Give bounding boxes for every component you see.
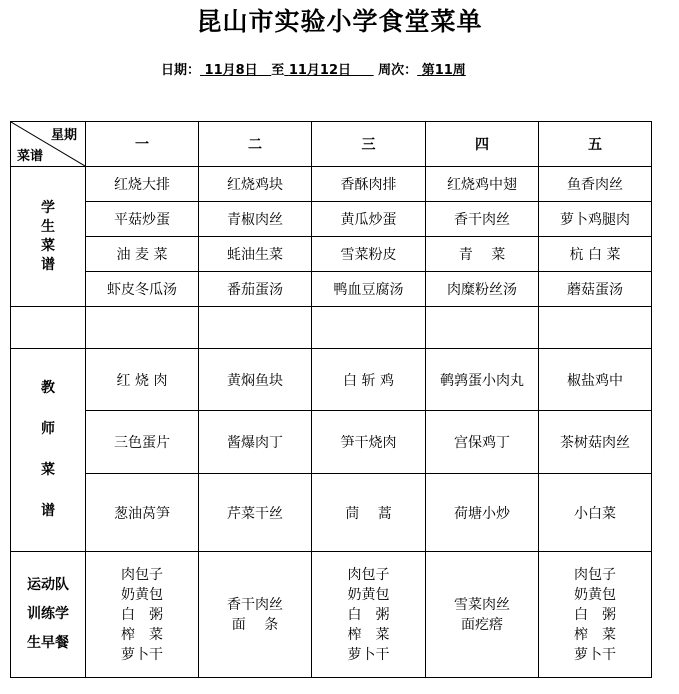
week-value: 第11周 — [421, 63, 466, 78]
breakfast-label: 运动队 训练学 生早餐 — [11, 552, 86, 678]
week-label: 周次： — [378, 63, 418, 78]
menu-cell: 黄瓜炒蛋 — [312, 202, 426, 237]
teacher-row — [11, 349, 652, 411]
date-line — [161, 59, 466, 78]
breakfast-cell: 肉包子 奶黄包 白 粥 榨 菜 萝卜干 — [312, 552, 426, 678]
menu-cell: 肉糜粉丝汤 — [426, 272, 539, 307]
corner-top-label: 星期 — [50, 128, 77, 143]
blank-cell — [86, 307, 199, 349]
day-header: 一 — [86, 122, 199, 167]
blank-cell — [199, 307, 312, 349]
date-start: 11月8日 — [204, 63, 258, 78]
date-to: 至 — [271, 63, 285, 78]
menu-cell: 茼 蒿 — [312, 474, 426, 552]
menu-cell: 荷塘小炒 — [426, 474, 539, 552]
corner-cell — [11, 122, 86, 167]
student-row — [11, 167, 652, 202]
menu-cell: 椒盐鸡中 — [539, 349, 652, 411]
menu-cell: 虾皮冬瓜汤 — [86, 272, 199, 307]
menu-cell: 酱爆肉丁 — [199, 411, 312, 474]
menu-cell: 鹌鹑蛋小肉丸 — [426, 349, 539, 411]
menu-table — [10, 121, 652, 678]
breakfast-cell: 肉包子 奶黄包 白 粥 榨 菜 萝卜干 — [539, 552, 652, 678]
breakfast-cell: 雪菜肉丝 面疙瘩 — [426, 552, 539, 678]
menu-cell: 香酥肉排 — [312, 167, 426, 202]
menu-cell: 红烧大排 — [86, 167, 199, 202]
date-label: 日期： — [161, 63, 201, 78]
menu-cell: 香干肉丝 — [426, 202, 539, 237]
menu-cell: 萝卜鸡腿肉 — [539, 202, 652, 237]
menu-cell: 鸭血豆腐汤 — [312, 272, 426, 307]
student-menu-label: 学 生 菜 谱 — [11, 167, 86, 307]
menu-cell: 青椒肉丝 — [199, 202, 312, 237]
blank-cell — [426, 307, 539, 349]
menu-cell: 小白菜 — [539, 474, 652, 552]
blank-cell — [539, 307, 652, 349]
menu-cell: 笋干烧肉 — [312, 411, 426, 474]
day-header: 二 — [199, 122, 312, 167]
menu-cell: 茶树菇肉丝 — [539, 411, 652, 474]
menu-cell: 黄焖鱼块 — [199, 349, 312, 411]
breakfast-row — [11, 552, 652, 678]
menu-cell: 蚝油生菜 — [199, 237, 312, 272]
menu-cell: 平菇炒蛋 — [86, 202, 199, 237]
blank-row — [11, 307, 652, 349]
student-row — [11, 202, 652, 237]
teacher-row — [11, 474, 652, 552]
date-end: 11月12日 — [288, 63, 351, 78]
blank-cell — [11, 307, 86, 349]
teacher-row — [11, 411, 652, 474]
blank-cell — [312, 307, 426, 349]
day-header: 四 — [426, 122, 539, 167]
menu-cell: 红烧鸡块 — [199, 167, 312, 202]
breakfast-cell: 香干肉丝 面 条 — [199, 552, 312, 678]
menu-cell: 芹菜干丝 — [199, 474, 312, 552]
menu-cell: 宫保鸡丁 — [426, 411, 539, 474]
menu-cell: 三色蛋片 — [86, 411, 199, 474]
menu-cell: 青 菜 — [426, 237, 539, 272]
corner-bottom-label: 菜谱 — [17, 149, 44, 164]
day-header: 五 — [539, 122, 652, 167]
menu-cell: 白 斩 鸡 — [312, 349, 426, 411]
header-row — [11, 122, 652, 167]
day-header: 三 — [312, 122, 426, 167]
menu-cell: 蘑菇蛋汤 — [539, 272, 652, 307]
menu-cell: 鱼香肉丝 — [539, 167, 652, 202]
student-row — [11, 237, 652, 272]
menu-cell: 葱油莴笋 — [86, 474, 199, 552]
menu-cell: 雪菜粉皮 — [312, 237, 426, 272]
menu-cell: 油 麦 菜 — [86, 237, 199, 272]
menu-cell: 红烧鸡中翅 — [426, 167, 539, 202]
menu-cell: 红 烧 肉 — [86, 349, 199, 411]
teacher-menu-label: 教 师 菜 谱 — [11, 349, 86, 552]
menu-cell: 杭 白 菜 — [539, 237, 652, 272]
breakfast-cell: 肉包子 奶黄包 白 粥 榨 菜 萝卜干 — [86, 552, 199, 678]
student-row — [11, 272, 652, 307]
menu-cell: 番茄蛋汤 — [199, 272, 312, 307]
page-title: 昆山市实验小学食堂菜单 — [196, 7, 483, 36]
